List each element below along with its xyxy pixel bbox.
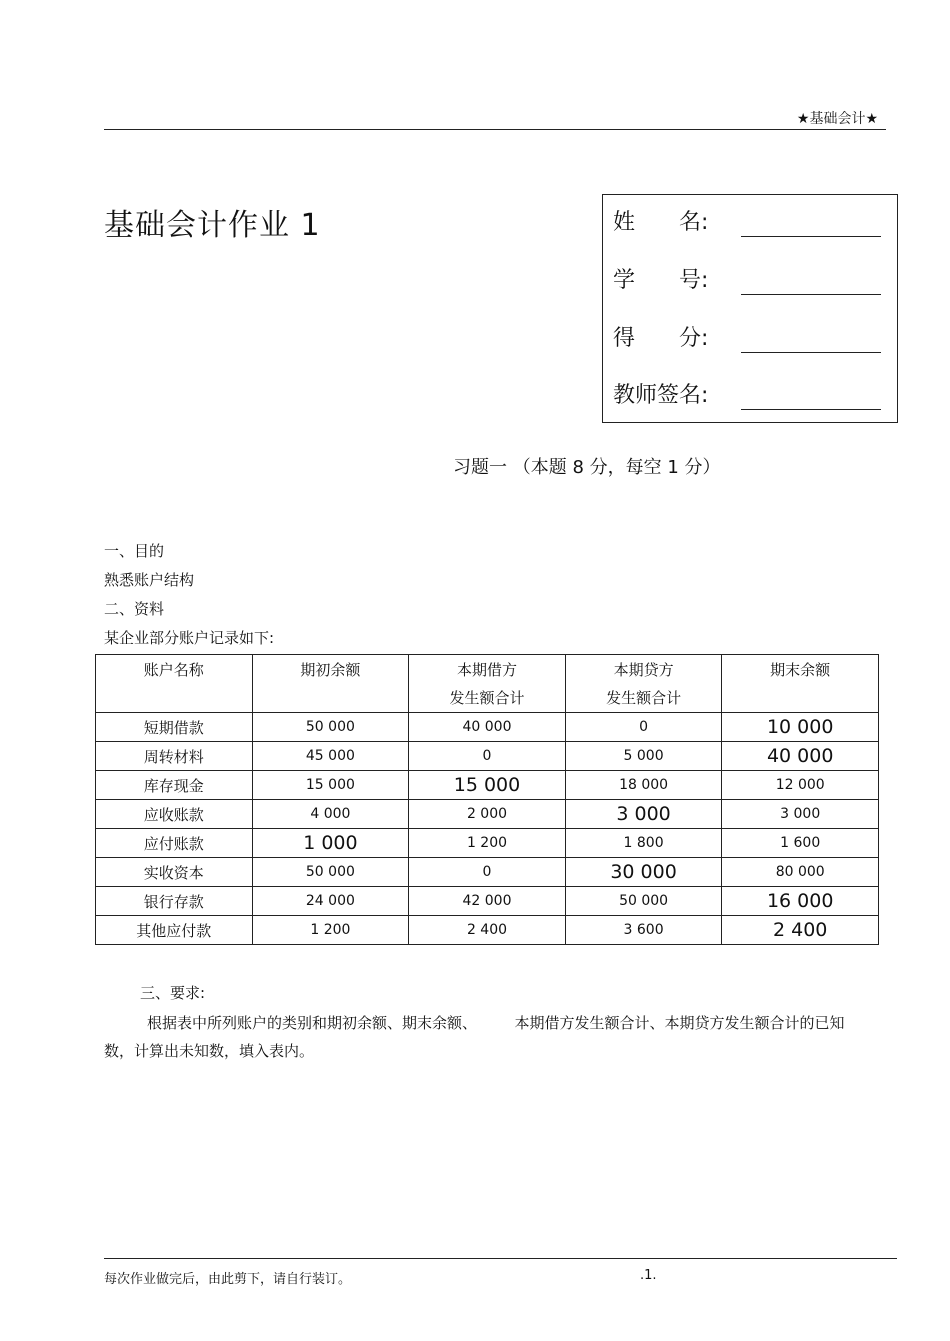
table-cell: 12 000	[722, 771, 879, 800]
header-account-name: 账户名称	[96, 655, 253, 713]
table-cell: 银行存款	[96, 887, 253, 916]
table-cell-answer: 3 000	[565, 800, 722, 829]
table-cell: 2 000	[409, 800, 566, 829]
exercise-title: 习题一 （本题 8 分，每空 1 分）	[453, 457, 721, 478]
name-blank[interactable]	[741, 236, 881, 237]
teacher-signature-blank[interactable]	[741, 409, 881, 410]
score-blank[interactable]	[741, 352, 881, 353]
table-cell: 周转材料	[96, 742, 253, 771]
table-cell: 0	[565, 713, 722, 742]
table-cell-answer: 30 000	[565, 858, 722, 887]
header-credit-total: 本期贷方 发生额合计	[565, 655, 722, 713]
purpose-text: 熟悉账户结构	[104, 571, 195, 589]
table-cell: 80 000	[722, 858, 879, 887]
table-cell: 库存现金	[96, 771, 253, 800]
score-field	[613, 321, 883, 355]
table-cell: 45 000	[252, 742, 409, 771]
table-row	[96, 742, 879, 771]
teacher-signature-label: 教师签名:	[613, 383, 709, 408]
table-cell: 24 000	[252, 887, 409, 916]
table-cell: 应付账款	[96, 829, 253, 858]
table-header-row	[96, 655, 879, 713]
account-table	[95, 654, 879, 945]
table-cell: 1 200	[409, 829, 566, 858]
table-cell: 40 000	[409, 713, 566, 742]
requirements-heading: 三、要求:	[140, 984, 206, 1002]
header-debit-total: 本期借方 发生额合计	[409, 655, 566, 713]
table-cell: 1 800	[565, 829, 722, 858]
table-cell: 2 400	[409, 916, 566, 945]
teacher-signature-field	[613, 378, 883, 412]
table-cell-answer: 40 000	[722, 742, 879, 771]
table-cell: 15 000	[252, 771, 409, 800]
header-text: ★基础会计★	[796, 111, 878, 127]
table-cell: 18 000	[565, 771, 722, 800]
student-id-label: 学 号:	[613, 268, 709, 293]
table-cell: 短期借款	[96, 713, 253, 742]
header-rule	[104, 129, 886, 130]
table-cell-answer: 15 000	[409, 771, 566, 800]
document-title: 基础会计作业 1	[104, 208, 321, 243]
table-cell: 4 000	[252, 800, 409, 829]
table-row	[96, 887, 879, 916]
table-row	[96, 771, 879, 800]
table-cell: 5 000	[565, 742, 722, 771]
material-heading: 二、资料	[104, 600, 165, 618]
header-opening-balance: 期初余额	[252, 655, 409, 713]
table-cell: 42 000	[409, 887, 566, 916]
table-row	[96, 829, 879, 858]
header-closing-balance: 期末余额	[722, 655, 879, 713]
table-cell: 50 000	[252, 858, 409, 887]
table-row	[96, 916, 879, 945]
table-cell: 1 600	[722, 829, 879, 858]
footer-cut-line	[104, 1258, 897, 1259]
table-cell: 实收资本	[96, 858, 253, 887]
table-cell: 0	[409, 742, 566, 771]
student-id-field	[613, 263, 883, 297]
table-cell-answer: 16 000	[722, 887, 879, 916]
student-info-box	[602, 194, 898, 423]
table-cell: 应收账款	[96, 800, 253, 829]
table-cell: 1 200	[252, 916, 409, 945]
table-cell: 50 000	[252, 713, 409, 742]
purpose-heading: 一、目的	[104, 542, 165, 560]
requirements-text: 根据表中所列账户的类别和期初余额、期末余额、 本期借方发生额合计、本期贷方发生额合计的已知数，计算出未知数，填入表内。	[104, 1014, 845, 1060]
footer-note: 每次作业做完后，由此剪下，请自行装订。	[104, 1272, 352, 1287]
student-id-blank[interactable]	[741, 294, 881, 295]
name-label: 姓 名:	[613, 210, 709, 235]
table-cell: 其他应付款	[96, 916, 253, 945]
table-cell-answer: 2 400	[722, 916, 879, 945]
table-cell: 3 600	[565, 916, 722, 945]
table-cell: 50 000	[565, 887, 722, 916]
table-cell-answer: 10 000	[722, 713, 879, 742]
material-text: 某企业部分账户记录如下:	[104, 629, 275, 647]
table-row	[96, 713, 879, 742]
score-label: 得 分:	[613, 326, 709, 351]
table-row	[96, 800, 879, 829]
table-cell: 0	[409, 858, 566, 887]
table-row	[96, 858, 879, 887]
table-cell: 3 000	[722, 800, 879, 829]
table-cell-answer: 1 000	[252, 829, 409, 858]
page-number: .1.	[640, 1268, 657, 1283]
name-field	[613, 205, 883, 239]
